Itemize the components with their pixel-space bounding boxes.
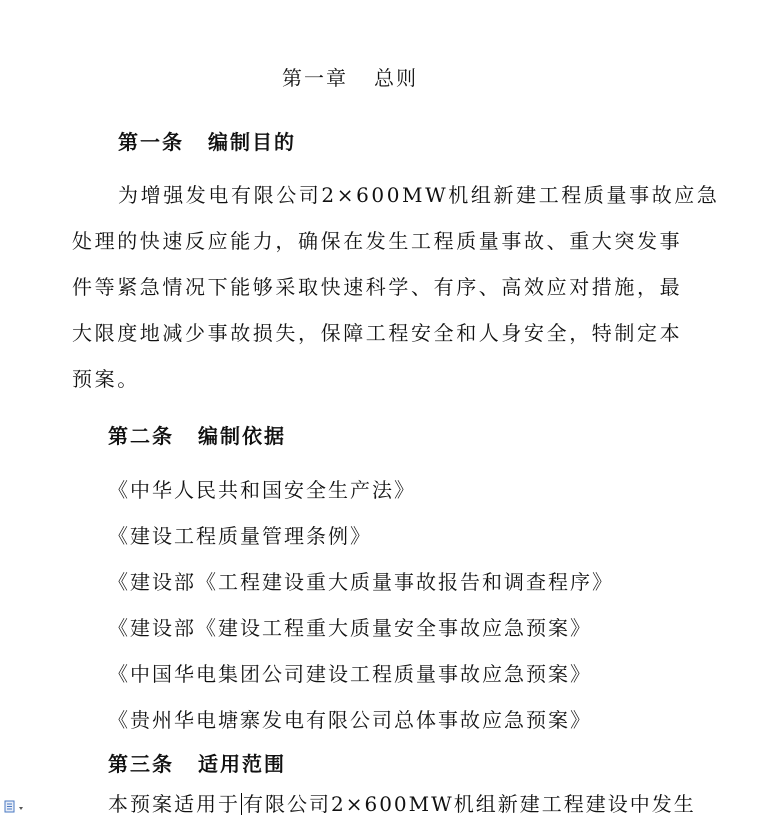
article1-title: 编制目的 xyxy=(208,130,296,154)
law-item: 《中华人民共和国安全生产法》 xyxy=(108,478,416,502)
law-item: 《建设工程质量管理条例》 xyxy=(108,524,372,548)
chapter-name: 总则 xyxy=(374,66,418,90)
article1-line: 件等紧急情况下能够采取快速科学、有序、高效应对措施，最 xyxy=(72,275,683,299)
paste-options-icon[interactable] xyxy=(4,800,26,814)
article2-title: 编制依据 xyxy=(198,424,286,448)
law-item: 《建设部《工程建设重大质量事故报告和调查程序》 xyxy=(108,570,614,594)
article1-line: 预案。 xyxy=(72,367,140,391)
article3-text-before: 本预案适用于 xyxy=(108,792,240,816)
article1-line: 处理的快速反应能力，确保在发生工程质量事故、重大突发事 xyxy=(72,229,683,253)
article2-heading xyxy=(108,420,286,449)
article1-line: 为增强发电有限公司2×600MW机组新建工程质量事故应急 xyxy=(118,183,720,207)
text-cursor xyxy=(241,793,242,815)
article1-paragraph xyxy=(72,172,720,402)
article3-text-after: 有限公司2×600MW机组新建工程建设中发生 xyxy=(243,792,696,816)
article1-label: 第一条 xyxy=(118,130,184,154)
article3-title: 适用范围 xyxy=(198,752,286,776)
law-item: 《贵州华电塘寨发电有限公司总体事故应急预案》 xyxy=(108,708,592,732)
article1-line: 大限度地减少事故损失，保障工程安全和人身安全，特制定本 xyxy=(72,321,683,345)
article3-first-line[interactable] xyxy=(108,788,696,817)
chapter-title xyxy=(0,62,700,91)
chapter-number: 第一章 xyxy=(282,66,348,90)
article1-heading xyxy=(118,126,296,155)
law-item: 《建设部《建设工程重大质量安全事故应急预案》 xyxy=(108,616,592,640)
law-item: 《中国华电集团公司建设工程质量事故应急预案》 xyxy=(108,662,592,686)
article2-label: 第二条 xyxy=(108,424,174,448)
article3-heading xyxy=(108,748,286,777)
article3-label: 第三条 xyxy=(108,752,174,776)
